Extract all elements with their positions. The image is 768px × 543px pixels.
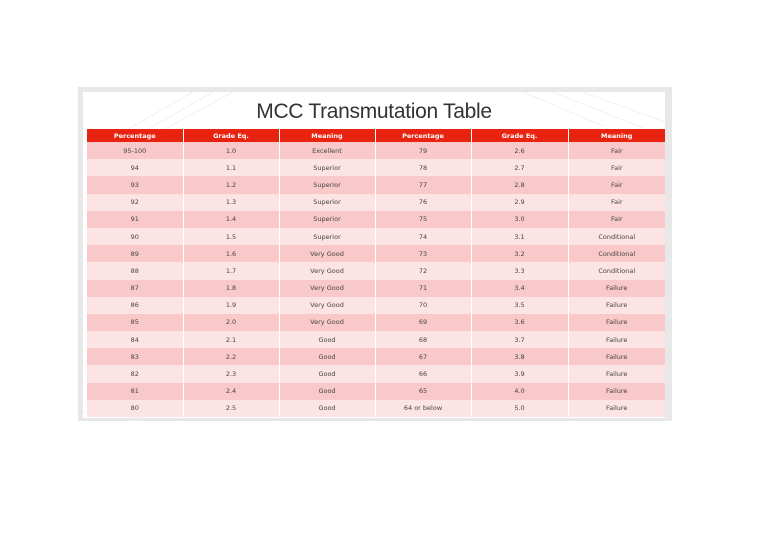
table-cell: Failure <box>568 280 665 297</box>
table-cell: 87 <box>87 280 183 297</box>
col-header-percentage: Percentage <box>87 129 183 142</box>
table-row <box>87 211 665 228</box>
table-row <box>87 383 665 400</box>
table-cell: 65 <box>375 383 471 400</box>
table-cell: 89 <box>87 245 183 262</box>
table-cell: 1.2 <box>183 176 279 193</box>
table-cell: Fair <box>568 176 665 193</box>
table-row <box>87 280 665 297</box>
table-cell: 82 <box>87 365 183 382</box>
table-row <box>87 365 665 382</box>
slide <box>83 92 665 418</box>
table-cell: 2.8 <box>471 176 568 193</box>
table-cell: 3.9 <box>471 365 568 382</box>
table-cell: 1.5 <box>183 228 279 245</box>
table-cell: 5.0 <box>471 400 568 417</box>
table-cell: 79 <box>375 142 471 159</box>
table-cell: 1.9 <box>183 297 279 314</box>
table-cell: Conditional <box>568 245 665 262</box>
table-cell: 3.2 <box>471 245 568 262</box>
table-row <box>87 176 665 193</box>
table-cell: 1.1 <box>183 159 279 176</box>
table-cell: 70 <box>375 297 471 314</box>
table-cell: 66 <box>375 365 471 382</box>
table-row <box>87 142 665 159</box>
table-cell: 1.7 <box>183 262 279 279</box>
table-cell: Superior <box>279 211 375 228</box>
table-cell: Superior <box>279 159 375 176</box>
table-cell: 90 <box>87 228 183 245</box>
table-cell: 3.3 <box>471 262 568 279</box>
table-cell: 74 <box>375 228 471 245</box>
table-cell: 91 <box>87 211 183 228</box>
table-cell: Failure <box>568 365 665 382</box>
table-cell: 93 <box>87 176 183 193</box>
table-cell: 73 <box>375 245 471 262</box>
table-cell: 3.5 <box>471 297 568 314</box>
table-cell: 3.1 <box>471 228 568 245</box>
table-cell: 2.0 <box>183 314 279 331</box>
table-cell: Good <box>279 400 375 417</box>
col-header-meaning-2: Meaning <box>568 129 665 142</box>
table-row <box>87 297 665 314</box>
table-cell: Very Good <box>279 280 375 297</box>
slide-frame <box>78 87 672 421</box>
table-cell: Superior <box>279 194 375 211</box>
table-cell: Conditional <box>568 262 665 279</box>
table-cell: Superior <box>279 228 375 245</box>
table-cell: 86 <box>87 297 183 314</box>
table-cell: 84 <box>87 331 183 348</box>
table-cell: Very Good <box>279 245 375 262</box>
table-cell: 1.6 <box>183 245 279 262</box>
col-header-grade-eq: Grade Eq. <box>183 129 279 142</box>
table-cell: 2.9 <box>471 194 568 211</box>
table-cell: 67 <box>375 348 471 365</box>
page-title: MCC Transmutation Table <box>256 100 492 123</box>
table-row <box>87 314 665 331</box>
table-row <box>87 245 665 262</box>
table-cell: 2.5 <box>183 400 279 417</box>
table-cell: 68 <box>375 331 471 348</box>
col-header-grade-eq-2: Grade Eq. <box>471 129 568 142</box>
table-cell: 92 <box>87 194 183 211</box>
table-cell: 3.0 <box>471 211 568 228</box>
table-cell: Failure <box>568 331 665 348</box>
table-cell: 76 <box>375 194 471 211</box>
table-cell: 3.4 <box>471 280 568 297</box>
table-cell: 1.4 <box>183 211 279 228</box>
table-cell: 3.6 <box>471 314 568 331</box>
table-cell: Superior <box>279 176 375 193</box>
table-cell: Good <box>279 383 375 400</box>
col-header-meaning: Meaning <box>279 129 375 142</box>
table-cell: Failure <box>568 400 665 417</box>
table-cell: Failure <box>568 314 665 331</box>
table-cell: 71 <box>375 280 471 297</box>
table-cell: Failure <box>568 383 665 400</box>
table-cell: 3.8 <box>471 348 568 365</box>
table-row <box>87 194 665 211</box>
table-cell: 78 <box>375 159 471 176</box>
table-cell: 88 <box>87 262 183 279</box>
table-cell: Good <box>279 348 375 365</box>
table-cell: 2.2 <box>183 348 279 365</box>
table-cell: Good <box>279 331 375 348</box>
table-cell: 3.7 <box>471 331 568 348</box>
table-cell: Failure <box>568 348 665 365</box>
table-row <box>87 348 665 365</box>
table-cell: Fair <box>568 211 665 228</box>
table-cell: Very Good <box>279 297 375 314</box>
table-cell: 75 <box>375 211 471 228</box>
table-cell: Conditional <box>568 228 665 245</box>
table-row <box>87 262 665 279</box>
table-cell: 64 or below <box>375 400 471 417</box>
table-cell: 2.3 <box>183 365 279 382</box>
col-header-percentage-2: Percentage <box>375 129 471 142</box>
table-cell: Failure <box>568 297 665 314</box>
table-cell: 94 <box>87 159 183 176</box>
table-cell: Good <box>279 365 375 382</box>
table-cell: 2.7 <box>471 159 568 176</box>
table-cell: 2.6 <box>471 142 568 159</box>
table-cell: 77 <box>375 176 471 193</box>
table-row <box>87 331 665 348</box>
table-cell: Very Good <box>279 262 375 279</box>
table-cell: 72 <box>375 262 471 279</box>
table-cell: 95-100 <box>87 142 183 159</box>
transmutation-table <box>87 129 665 417</box>
table-cell: 2.4 <box>183 383 279 400</box>
table-cell: Very Good <box>279 314 375 331</box>
table-cell: 4.0 <box>471 383 568 400</box>
table-cell: Fair <box>568 142 665 159</box>
table-cell: 1.3 <box>183 194 279 211</box>
table-cell: 83 <box>87 348 183 365</box>
table-cell: 2.1 <box>183 331 279 348</box>
table-header-row <box>87 129 665 142</box>
table-cell: 1.8 <box>183 280 279 297</box>
table-cell: 1.0 <box>183 142 279 159</box>
table-cell: Excellent <box>279 142 375 159</box>
table-row <box>87 159 665 176</box>
table-cell: 69 <box>375 314 471 331</box>
table-cell: 85 <box>87 314 183 331</box>
table-cell: Fair <box>568 159 665 176</box>
table-row <box>87 228 665 245</box>
table-cell: 81 <box>87 383 183 400</box>
table-cell: 80 <box>87 400 183 417</box>
table-row <box>87 400 665 417</box>
table-cell: Fair <box>568 194 665 211</box>
